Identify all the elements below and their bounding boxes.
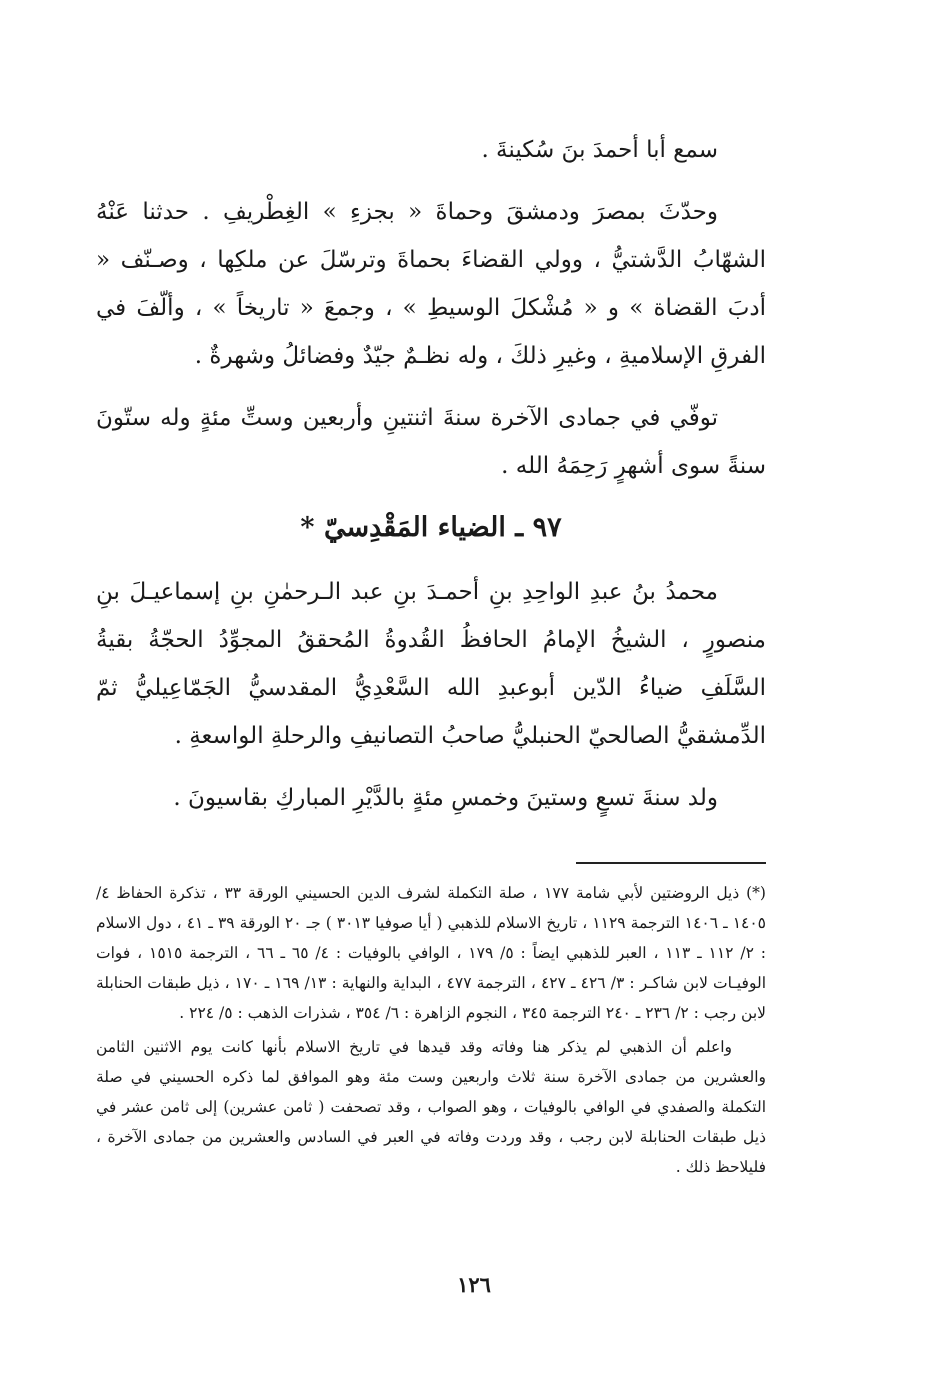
page-number: ١٢٦ bbox=[457, 1272, 491, 1297]
footnote-sources: (*) ذيل الروضتين لأبي شامة ١٧٧ ، صلة التكملة لشرف الدين الحسيني الورقة ٣٣ ، تذكرة الحفاظ ٤/ ١٤٠٥ ـ ١٤٠٦ الترجمة ١١٢٩ ، تاريخ الاسلام للذهبي ( أيا صوفيا ٣٠١٣ ) جـ ٢٠ الورقة ٣٩ ـ ٤١ ، دول الاسلام : ٢/ ١١٢ ـ ١١٣ ، العبر للذهبي ايضاً : ٥/ ١٧٩ ، الوافي بالوفيات : ٤/ ٦٥ ـ ٦٦ ، الترجمة ١٥١٥ ، فوات الوفيـات لابن شاكـر : ٣/ ٤٢٦ ـ ٤٢٧ ، الترجمة ٤٧٧ ، البداية والنهاية : ١٣/ ١٦٩ ـ ١٧٠ ، ذيل طبقات الحنابلة لابن رجب : ٢/ ٢٣٦ ـ ٢٤٠ الترجمة ٣٤٥ ، النجوم الزاهرة : ٦/ ٣٥٤ ، شذرات الذهب : ٥/ ٢٢٤ . bbox=[96, 884, 767, 1022]
footnote-divider bbox=[576, 862, 766, 864]
page-body bbox=[96, 118, 766, 1186]
footnote-note: واعلم أن الذهبي لم يذكر هنا وفاته وقد قيدها في تاريخ الاسلام بأنها كانت يوم الاثنين الثامن والعشرين من جمادى الآخرة سنة ثلاث واربعين وست مئة وهو الموافق لما ذكره الحسيني في صلة التكملة والصفدي في الوافي بالوفيات ، وهو الصواب ، وقد تصحفت ( ثامن عشرين) إلى ثامن عشر في ذيل طبقات الحنابلة لابن رجب ، وقد وردت وفاته في العبر في السادس والعشرين من جمادى الآخرة ، فليلاحظ ذلك . bbox=[96, 1038, 766, 1176]
paragraph-heard-from: سمع أبا أحمدَ بنَ سُكينةَ . bbox=[481, 137, 718, 163]
paragraph-lineage: محمدُ بنُ عبدِ الواحِدِ بنِ أحمـدَ بنِ عبد الـرحمٰنِ بنِ إسماعيـلَ بنِ منصورٍ ، الشيخُ الإمامُ الحافظُ القُدوةُ المُحققُ المجوِّدُ الحجّةُ بقيةُ السَّلَفِ ضياءُ الدّين أبوعبدِ الله السَّعْدِيُّ المقدسيُّ الجَمّاعِيليُّ ثمّ الدِّمشقيُّ الصالحيّ الحنبليُّ صاحبُ التصانيفِ والرحلةِ الواسعةِ . bbox=[96, 579, 766, 749]
paragraph-birth: ولد سنةَ تسعٍ وستينَ وخمسِ مئةٍ بالدَّيْرِ المباركِ بقاسيونَ . bbox=[173, 785, 718, 811]
paragraph-narration-and-works: وحدّثَ بمصرَ ودمشقَ وحماةَ « بجزءِ » الغِطْريفِ . حدثنا عَنْهُ الشهّابُ الدَّشتيُّ ، وولي القضاءَ بحماةَ وترسّلَ عن ملكِها ، وصـنّف « أدبَ القضاة » و « مُشْكلَ الوسيطِ » ، وجمعَ « تاريخاً » ، وألّفَ في الفرقِ الإسلاميةِ ، وغيرِ ذلكَ ، وله نظـمٌ جيّدٌ وفضائلُ وشهرةٌ . bbox=[96, 199, 767, 369]
biography-heading: ٩٧ ـ الضياء المَقْدِسيّ * bbox=[300, 512, 562, 543]
paragraph-death: توفّي في جمادى الآخرة سنةَ اثنتينِ وأربعين وستِّ مئةٍ وله ستّونَ سنةً سوى أشهرٍ رَحِمَهُ الله . bbox=[96, 405, 766, 479]
